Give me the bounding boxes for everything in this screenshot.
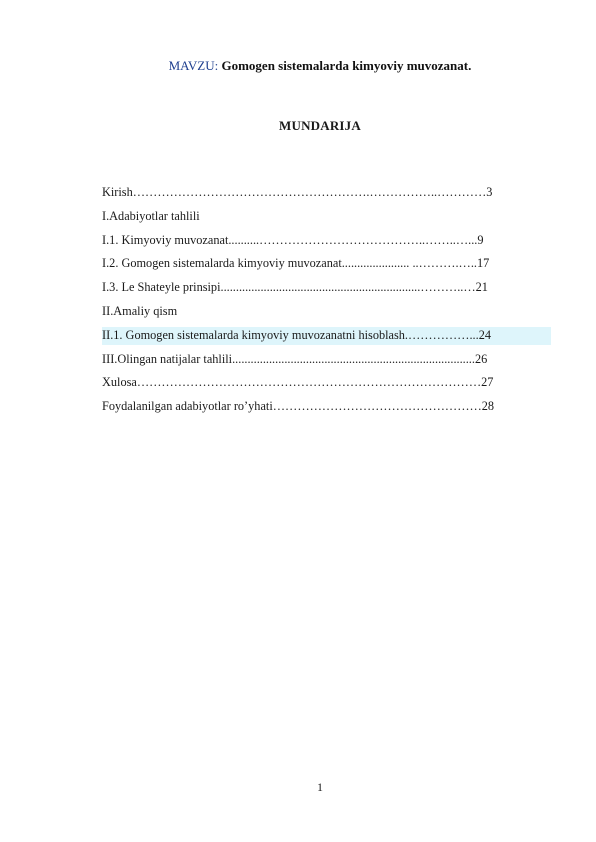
toc-entry-adabiyotlar-tahlili[interactable]: I.Adabiyotlar tahlili — [102, 208, 200, 223]
toc-entry-kirish[interactable]: Kirish………………………………………………….……………..…………3 — [102, 185, 493, 199]
toc-entry-kimyoviy-muvozanat[interactable]: I.1. Kimyoviy muvozanat..........…………………………………..……..…...9 — [102, 232, 484, 247]
toc-entry-natijalar-tahlili[interactable]: III.Olingan natijalar tahlili...............................................................................26 — [102, 351, 488, 366]
table-of-contents — [102, 184, 551, 422]
toc-heading: MUNDARIJA — [279, 118, 361, 133]
document-topic — [0, 58, 596, 74]
page-number: 1 — [317, 780, 323, 794]
toc-entry-adabiyotlar-royhati[interactable]: Foydalanilgan adabiyotlar ro’yhati……………………………………………28 — [102, 399, 495, 414]
toc-entry-gomogen-sistemalarda[interactable]: I.2. Gomogen sistemalarda kimyoviy muvozanat...................... ..……….…..17 — [102, 256, 490, 271]
toc-entry-hisoblash[interactable]: II.1. Gomogen sistemalarda kimyoviy muvozanatni hisoblash.……………...24 — [102, 327, 551, 351]
toc-entry-amaliy-qism[interactable]: II.Amaliy qism — [102, 303, 178, 318]
toc-entry-le-shateyle[interactable]: I.3. Le Shateyle prinsipi.................................................................………..…21 — [102, 280, 488, 295]
toc-entry-xulosa[interactable]: Xulosa…………………………………………………………………………27 — [102, 375, 494, 390]
topic-label: MAVZU: — [168, 58, 222, 73]
topic-title: Gomogen sistemalarda kimyoviy muvozanat. — [221, 58, 472, 73]
